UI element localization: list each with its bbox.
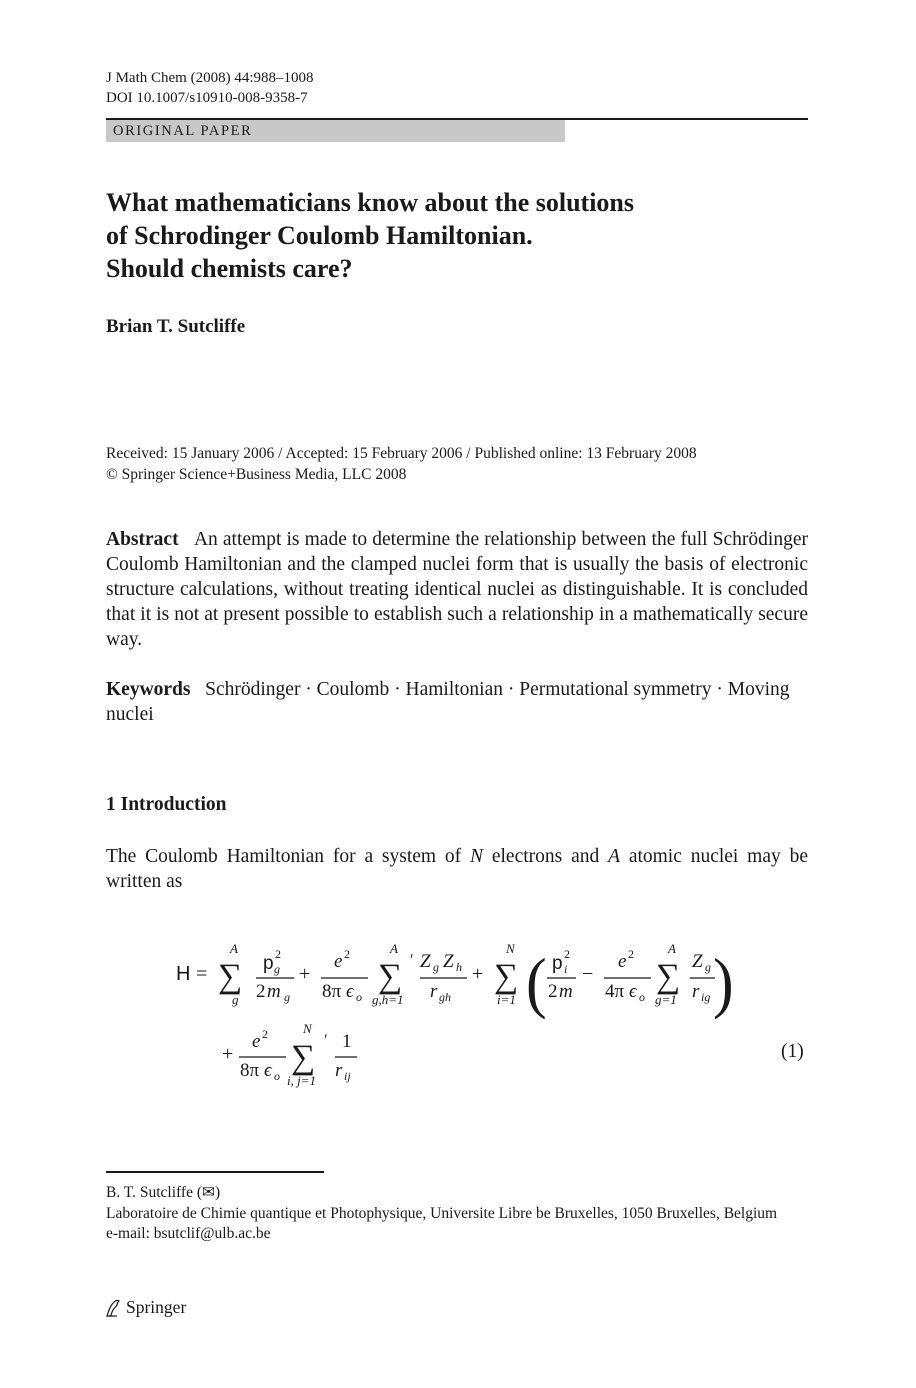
eq-sum4-lower: g=1 xyxy=(655,992,677,1007)
eq-e-3: e xyxy=(252,1031,261,1052)
var-a: A xyxy=(608,846,620,867)
eq-sum1-lower: g xyxy=(232,992,239,1007)
eq-plus-1: + xyxy=(299,963,311,985)
keywords xyxy=(106,677,808,727)
eq-p-sup: 2 xyxy=(275,947,281,961)
intro-text-3: atomic nuclei may be written as xyxy=(106,846,808,892)
eq-p-sub: g xyxy=(274,962,280,976)
eq-zg-2: Z xyxy=(692,951,703,972)
abstract-label: Abstract xyxy=(106,529,179,550)
var-n: N xyxy=(470,846,484,867)
eq-rparen: ) xyxy=(713,945,734,1021)
footnote-affiliation: Laboratoire de Chimie quantique et Photophysique, Universite Libre be Bruxelles, 1050 Bruxelles, Belgium xyxy=(106,1204,778,1222)
eq-sum5-prime: ′ xyxy=(324,1032,328,1049)
equation-number: (1) xyxy=(781,1041,804,1062)
eq-4pi: 4π xyxy=(605,981,625,1002)
eq-sum4-sigma: ∑ xyxy=(656,958,681,995)
eq-zh: Z xyxy=(443,951,454,972)
journal-citation: J Math Chem (2008) 44:988–1008 xyxy=(106,70,314,86)
publisher-name: Springer xyxy=(126,1297,187,1317)
footnote-name: B. T. Sutcliffe (✉) xyxy=(106,1184,221,1201)
eq-eps2-sub: o xyxy=(639,990,645,1004)
section-label: ORIGINAL PAPER xyxy=(113,123,253,139)
paper-title xyxy=(106,186,634,285)
eq-pi-sup: 2 xyxy=(564,947,570,961)
eq-pi: p xyxy=(552,953,563,974)
eq-sum5-lower: i, j=1 xyxy=(287,1073,316,1088)
eq-sum1-upper: A xyxy=(230,941,238,956)
footnote xyxy=(106,1183,808,1245)
eq-eps: ϵ xyxy=(346,981,354,1002)
title-line-2: of Schrodinger Coulomb Hamiltonian. xyxy=(106,221,533,250)
eq-equals: = xyxy=(196,963,208,985)
eq-eps-sub: o xyxy=(356,990,362,1004)
eq-r3-sub: ij xyxy=(344,1069,351,1083)
eq-p: p xyxy=(263,953,274,974)
eq-sum2-lower: g,h=1 xyxy=(372,992,404,1007)
journal-info xyxy=(106,68,314,108)
eq-eps3-sub: o xyxy=(274,1069,280,1083)
eq-sum2-prime: ′ xyxy=(410,952,414,969)
eq-e: e xyxy=(334,951,343,972)
eq-sum4-upper: A xyxy=(668,941,676,956)
eq-lparen: ( xyxy=(526,945,547,1021)
equation-1 xyxy=(106,928,808,1098)
eq-m-sub: g xyxy=(284,990,290,1004)
eq-8pi-2: 8π xyxy=(240,1060,260,1081)
eq-zg2-sub: g xyxy=(705,960,711,974)
eq-sum3-lower: i=1 xyxy=(497,992,516,1007)
eq-sum2-upper: A xyxy=(390,941,398,956)
publication-dates xyxy=(106,443,697,485)
date-history: Received: 15 January 2006 / Accepted: 15 February 2006 / Published online: 13 February 2008 xyxy=(106,445,697,462)
eq-e-sup: 2 xyxy=(344,947,350,961)
eq-plus-2: + xyxy=(472,963,484,985)
eq-pi-sub: i xyxy=(564,962,568,976)
equation-graphic xyxy=(106,928,808,1098)
eq-sum1-sigma: ∑ xyxy=(218,958,243,995)
footnote-rule xyxy=(106,1171,324,1173)
eq-eps-2: ϵ xyxy=(629,981,637,1002)
publisher-logo xyxy=(104,1297,186,1318)
abstract-text: An attempt is made to determine the relationship between the full Schrödinger Coulomb Hamiltonian and the clamped nuclei form that is usually the basis of electronic structure calculations, without treating identical nuclei as distinguishable. It is concluded that it is not at present possible to establish such a relationship in a mathematically secure way. xyxy=(106,529,808,650)
eq-plus-3: + xyxy=(222,1043,234,1065)
title-line-1: What mathematicians know about the solutions xyxy=(106,188,635,217)
keywords-label: Keywords xyxy=(106,679,191,700)
eq-eps-3: ϵ xyxy=(264,1060,272,1081)
eq-r-sub: gh xyxy=(439,990,451,1004)
author-name: Brian T. Sutcliffe xyxy=(106,316,246,337)
eq-two-2: 2 xyxy=(548,981,558,1002)
eq-m-2: m xyxy=(559,981,573,1002)
eq-zg: Z xyxy=(420,951,431,972)
eq-sum2-sigma: ∑ xyxy=(378,958,403,995)
eq-hamiltonian-symbol: H xyxy=(176,963,191,985)
keywords-list: Schrödinger · Coulomb · Hamiltonian · Permutational symmetry · Moving nuclei xyxy=(106,679,790,725)
copyright: © Springer Science+Business Media, LLC 2008 xyxy=(106,466,407,483)
eq-m: m xyxy=(267,981,281,1002)
eq-sum3-upper: N xyxy=(506,941,515,956)
eq-r2-sub: ig xyxy=(701,990,711,1004)
eq-8pi: 8π xyxy=(322,981,342,1002)
springer-horse-icon xyxy=(104,1298,122,1318)
eq-r: r xyxy=(430,981,438,1002)
intro-paragraph xyxy=(106,844,808,894)
eq-minus: − xyxy=(582,963,594,985)
eq-zh-sub: h xyxy=(456,960,462,974)
intro-text-1: The Coulomb Hamiltonian for a system of xyxy=(106,846,471,867)
eq-one: 1 xyxy=(342,1031,352,1052)
intro-text-2: electrons and xyxy=(483,846,609,867)
eq-e2-sup: 2 xyxy=(628,947,634,961)
eq-r-2: r xyxy=(692,981,700,1002)
eq-zg-sub: g xyxy=(433,960,439,974)
section-heading: 1 Introduction xyxy=(106,794,227,815)
eq-sum5-sigma: ∑ xyxy=(291,1039,316,1076)
abstract xyxy=(106,527,808,652)
doi: DOI 10.1007/s10910-008-9358-7 xyxy=(106,90,308,106)
eq-e-2: e xyxy=(618,951,627,972)
eq-two: 2 xyxy=(256,981,266,1002)
eq-sum5-upper: N xyxy=(303,1021,312,1036)
title-line-3: Should chemists care? xyxy=(106,254,353,283)
eq-sum3-sigma: ∑ xyxy=(494,958,519,995)
footnote-email[interactable]: e-mail: bsutclif@ulb.ac.be xyxy=(106,1225,271,1242)
eq-r-3: r xyxy=(335,1060,343,1081)
eq-e3-sup: 2 xyxy=(262,1027,268,1041)
